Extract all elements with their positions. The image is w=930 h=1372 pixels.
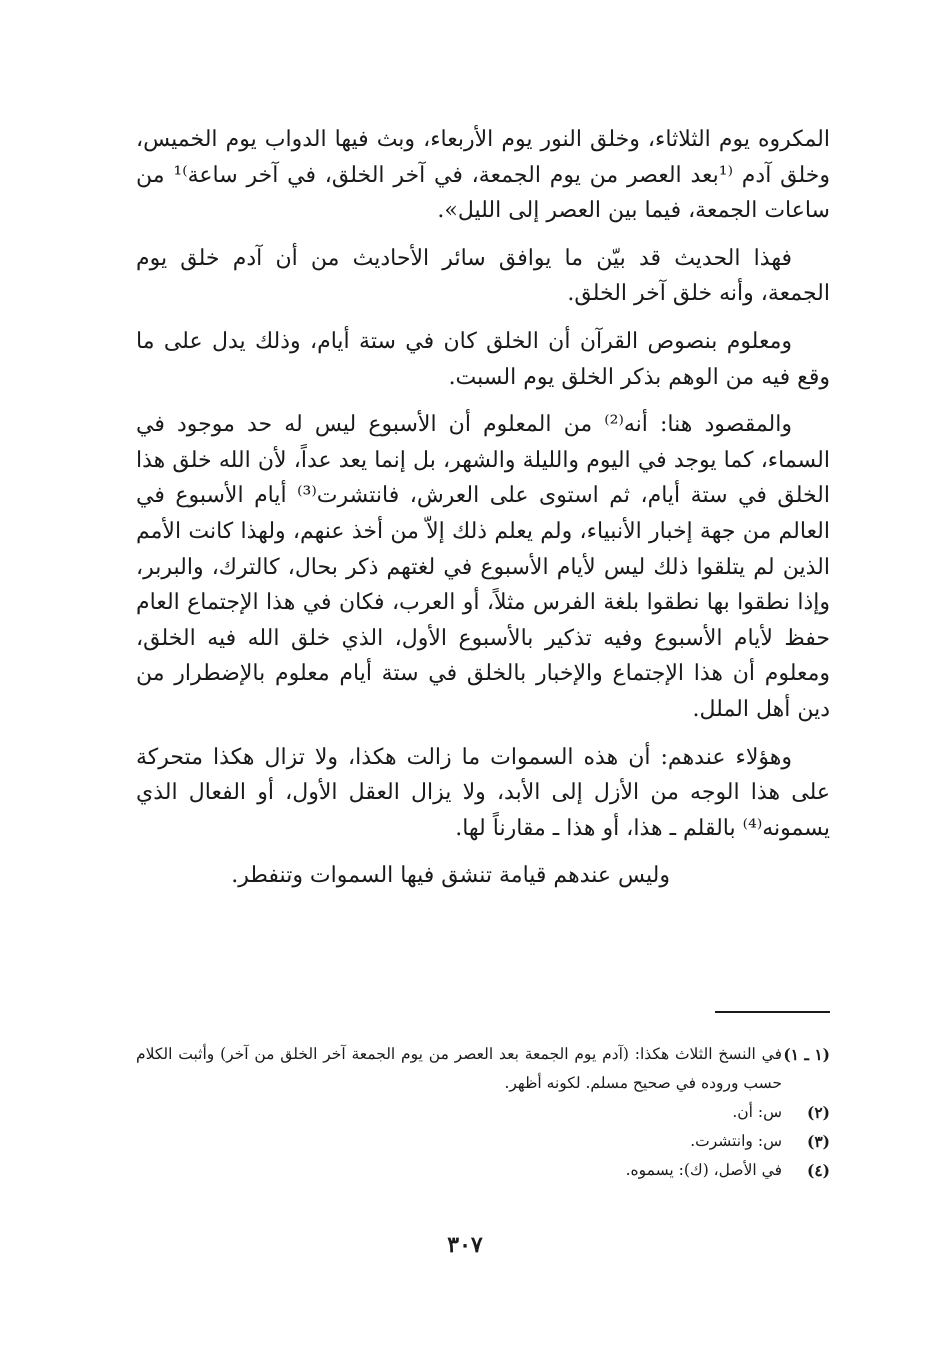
footnote-marker: (٢) [806,1103,830,1122]
paragraph-4: والمقصود هنا: أنه⁽²⁾ من المعلوم أن الأسبوع ليس له حد موجود في السماء، كما يوجد في اليوم والليلة والشهر، بل إنما يعد عداً، لأن الله خلق هذا الخلق في ستة أيام، ثم استوى على العرش، فانتشرت⁽³⁾ أيام الأسبوع في العالم من جهة إخبار الأنبياء، ولم يعلم ذلك إلاّ من أخذ عنهم، ولهذا كانت الأمم الذين لم يتلقوا ذلك ليس لأيام الأسبوع في لغتهم ذكر بحال، كالترك، والبربر، وإذا نطقوا بها نطقوا بلغة الفرس مثلاً، أو العرب، فكان في هذا الإجتماع العام حفظ لأيام الأسبوع وفيه تذكير بالأسبوع الأول، الذي خلق الله فيه الخلق، ومعلوم أن هذا الإجتماع والإخبار بالخلق في ستة أيام معلوم بالإضطرار من دين أهل الملل. [136,412,830,722]
footnote-text: س: وانتشرت. [690,1132,782,1150]
paragraph-6: وليس عندهم قيامة تنشق فيها السموات وتنفطر. [231,863,670,889]
footnote-2 [136,1098,830,1127]
footnote-text: س: أن. [732,1103,782,1121]
footnote-marker: (٤) [806,1161,830,1180]
page-number: ٣٠٧ [447,1232,483,1258]
paragraph-5: وهؤلاء عندهم: أن هذه السموات ما زالت هكذا، ولا تزال هكذا متحركة على هذا الوجه من الأزل إلى الأبد، ولا يزال العقل الأول، أو الفعال الذي يسمونه⁽⁴⁾ بالقلم ـ هذا، أو هذا ـ مقارناً لها. [136,744,830,841]
paragraph-2: فهذا الحديث قد بيّن ما يوافق سائر الأحاديث من أن آدم خلق يوم الجمعة، وأنه خلق آخر الخلق. [136,245,830,307]
footnote-1 [136,1040,830,1098]
paragraph-1: المكروه يوم الثلاثاء، وخلق النور يوم الأربعاء، وبث فيها الدواب يوم الخميس، وخلق آدم ⁽¹بعد العصر من يوم الجمعة، في آخر الخلق، في آخر ساعة⁾¹ من ساعات الجمعة، فيما بين العصر إلى الليل». [136,127,830,224]
main-text [136,122,830,906]
footnote-text: في النسخ الثلاث هكذا: (آدم يوم الجمعة بعد العصر من يوم الجمعة آخر الخلق من آخر) وأثبت الكلام حسب وروده في صحيح مسلم. لكونه أظهر. [136,1045,782,1092]
footnotes [136,1040,830,1185]
footnote-marker: (٣) [806,1132,830,1151]
footnote-marker: (١ ـ ١) [783,1045,830,1064]
footnote-separator [715,1011,830,1013]
paragraph-3: ومعلوم بنصوص القرآن أن الخلق كان في ستة أيام، وذلك يدل على ما وقع فيه من الوهم بذكر الخلق يوم السبت. [136,328,830,390]
footnote-3 [136,1127,830,1156]
footnote-4 [136,1156,830,1185]
footnote-text: في الأصل، (ك): يسموه. [625,1161,782,1179]
